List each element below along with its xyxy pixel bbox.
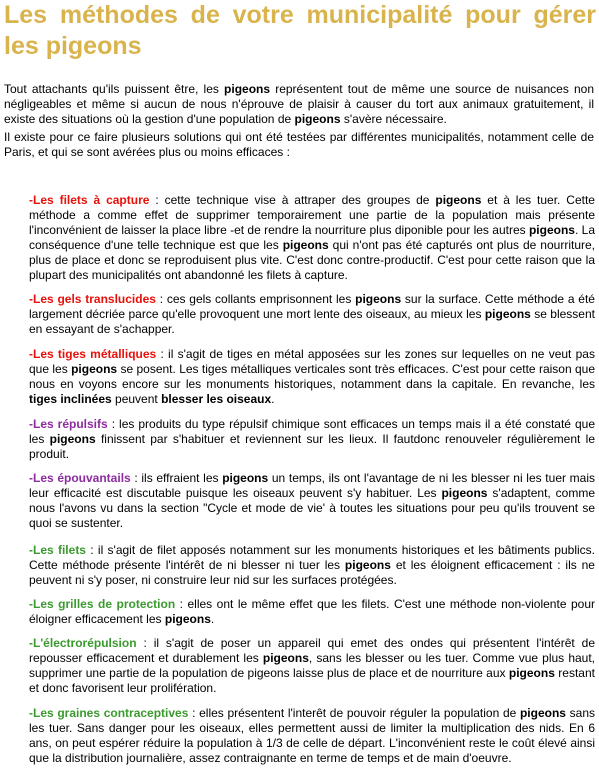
method-label: [29, 347, 156, 361]
method-item-repulsifs: -Les répulsifs : les produits du type répulsif chimique sont efficaces un temps mais il a été constaté que les pigeons finissent par s'habituer et reviennent sur les lieux. Il fautdonc renouveler régulièrement le produit.: [29, 417, 595, 461]
method-label: [29, 636, 137, 650]
method-label: [29, 706, 188, 720]
method-item-tiges-metalliques: -Les tiges métalliques : il s'agit de tiges en métal apposées sur les zones sur lequelles on ne veut pas que les pigeons se posent. Les tiges métalliques verticales sont très efficaces. C'est pour cette raison que nous en voyons encore sur les monuments historiques, notamment dans la capitale. En revanche, les tiges inclinées peuvent blesser les oiseaux.: [29, 347, 596, 406]
bold-keyword: pigeons: [222, 471, 269, 485]
method-name: Les répulsifs: [33, 417, 108, 431]
method-label: [29, 292, 156, 306]
dash-bullet: -: [29, 706, 33, 720]
dash-bullet: -: [29, 597, 33, 611]
bold-keyword: pigeons: [435, 193, 482, 207]
dash-bullet: -: [29, 347, 33, 361]
bold-keyword: pigeons: [508, 666, 555, 680]
method-item-electrorepulsion: -L'électrorépulsion : il s'agit de poser un appareil qui emet des ondes qui présentent l'intérêt de repousser efficacement et durablement les pigeons, sans les blesser ou les tuer. Comme vue plus haut, supprimer une partie de la population de pigeons laisse plus de place et de nourriture aux pigeons restant et donc favorisent leur prolifération.: [29, 636, 596, 695]
bold-keyword: pigeons: [344, 558, 391, 572]
bold-keyword: pigeons: [528, 223, 575, 237]
method-name: Les épouvantails: [33, 471, 131, 485]
bold-keyword: pigeons: [355, 292, 402, 306]
method-item-graines-contraceptives: -Les graines contraceptives : elles présentent l'interêt de pouvoir réguler la population de pigeons sans les tuer. Sans danger pour les oiseaux, elles permettent aussi de limiter la multiplication des nids. En 6 ans, on peut espérer réduire la population à 1/3 de celle de départ. L'inconvénient reste le coût élevé ainsi que la distribution journalière, assez contraignante en terme de temps et de main d'oeuvre.: [29, 706, 596, 765]
intro-paragraph: Tout attachants qu'ils puissent être, les pigeons représentent tout de même une source de nuisances non négligeables et même si aucun de nous n'éprouve de plaisir à causer du tort aux animaux gratuitement, il existe des situations où la gestion d'une population de pigeons s'avère nécessaire.: [4, 82, 595, 126]
intro-paragraph: Il existe pour ce faire plusieurs solutions qui ont été testées par différentes municipalités, notamment celle de Paris, et qui se sont avérées plus ou moins efficaces :: [4, 130, 594, 159]
method-name: Les filets: [33, 543, 86, 557]
method-label: [29, 597, 175, 611]
method-name: Les graines contraceptives: [33, 706, 189, 720]
method-item-filets-capture: -Les filets à capture : cette technique vise à attraper des groupes de pigeons et à les tuer. Cette méthode a comme effet de supprimer temporairement une partie de la population mais présente l'inconvénient de laisser la place libre -et de rendre la nourriture plus diponible pour les autres pigeons. La conséquence d'une telle technique est que les pigeons qui n'ont pas été capturés ont plus de nourriture, plus de place et donc se reproduisent plus vite. C'est donc contre-productif. C'est pour cette raison que la plupart des municipalités ont abandonné les filets à capture.: [29, 193, 596, 282]
dash-bullet: -: [29, 636, 33, 650]
dash-bullet: -: [29, 417, 33, 431]
page-title: Les méthodes de votre municipalité pour gérer les pigeons: [4, 1, 596, 60]
bold-keyword: pigeons: [71, 362, 118, 376]
method-label: [29, 193, 149, 207]
method-name: Les tiges métalliques: [33, 347, 157, 361]
dash-bullet: -: [29, 193, 33, 207]
bold-keyword: pigeons: [484, 307, 531, 321]
dash-bullet: -: [29, 471, 33, 485]
bold-keyword: pigeons: [224, 82, 271, 96]
method-name: Les filets à capture: [33, 193, 150, 207]
method-label: [29, 417, 108, 431]
bold-keyword: pigeons: [164, 612, 211, 626]
bold-keyword: pigeons: [441, 486, 488, 500]
method-item-filets: -Les filets : il s'agit de filet apposés notamment sur les monuments historiques et les bâtiments publics. Cette méthode présente l'intérêt de ni blesser ni tuer les pigeons et les éloignent efficacement : ils ne peuvent ni s'y poser, ni construire leur nid sur les surfaces protégées.: [29, 543, 595, 587]
bold-keyword: pigeons: [282, 238, 329, 252]
method-label: [29, 543, 86, 557]
method-name: L'électrorépulsion: [33, 636, 137, 650]
method-item-epouvantails: -Les épouvantails : ils effraient les pigeons un temps, ils ont l'avantage de ni les blesser ni les tuer mais leur efficacité est discutable puisque les oiseaux peuvent s'y habituer. Les pigeons s'adaptent, comme nous l'avons vu dans la section "Cycle et mode de vie' à toutes les situations pour peu qu'ils trouvent se quoi se sustenter.: [29, 471, 596, 530]
method-item-grilles-protection: -Les grilles de protection : elles ont le même effet que les filets. C'est une méthode non-violente pour éloigner efficacement les pigeons.: [29, 597, 595, 626]
bold-keyword: pigeons: [294, 112, 341, 126]
bold-keyword: pigeons: [49, 432, 96, 446]
dash-bullet: -: [29, 543, 33, 557]
bold-keyword: pigeons: [519, 706, 566, 720]
method-item-gels-translucides: -Les gels translucides : ces gels collants emprisonnent les pigeons sur la surface. Cette méthode a été largement décriée parce qu'elle provoquent une mort lente des oiseaux, au mieux les pigeons se blessent en essayant de s'achapper.: [29, 292, 595, 336]
bold-keyword: blesser les oiseaux: [161, 392, 272, 406]
bold-keyword: pigeons: [262, 651, 309, 665]
method-name: Les grilles de protection: [33, 597, 176, 611]
method-label: [29, 471, 131, 485]
dash-bullet: -: [29, 292, 33, 306]
bold-keyword: tiges inclinées: [29, 392, 112, 406]
method-name: Les gels translucides: [33, 292, 156, 306]
